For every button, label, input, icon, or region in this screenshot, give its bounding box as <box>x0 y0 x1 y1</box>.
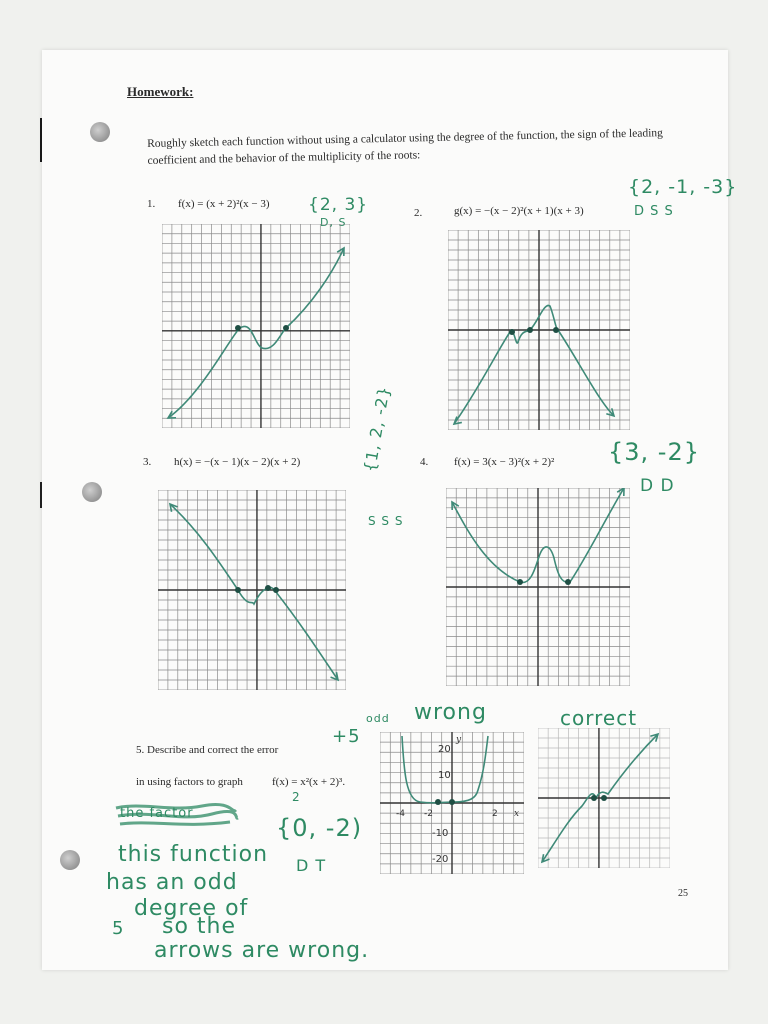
scribble-mark <box>112 798 242 834</box>
problem-5-text-line2: in using factors to graph <box>136 776 243 788</box>
problem-1-number: 1. <box>147 198 156 210</box>
instructions-text: Roughly sketch each function without using a calculator using the degree of the function, the sign of the leading coefficient and the behavior of the multiplicity of the roots: <box>147 127 663 167</box>
curve-1 <box>168 248 344 418</box>
y-axis-label: y <box>456 735 462 745</box>
crossed-out-text: the factor <box>120 806 194 821</box>
problem-2-equation: g(x) = −(x − 2)²(x + 1)(x + 3) <box>454 205 584 217</box>
problem-2-number: 2. <box>414 207 423 219</box>
answer-line-5: arrows are wrong. <box>154 938 370 963</box>
root-point <box>601 795 607 801</box>
root-point <box>235 587 241 593</box>
wrong-label: wrong <box>414 700 487 725</box>
page-number: 25 <box>678 888 688 899</box>
answer-line-4: so the <box>162 914 237 939</box>
x-label-2: 2 <box>492 809 498 819</box>
problem-3-multiplicity-note: S S S <box>368 514 404 528</box>
y-label-neg20: -20 <box>432 854 449 865</box>
root-point <box>435 799 441 805</box>
problem-2-multiplicity-note: D S S <box>634 204 674 219</box>
problem-3-number: 3. <box>143 456 152 468</box>
root-point <box>565 579 571 585</box>
root-point <box>517 579 523 585</box>
problem-1-graph <box>162 224 350 428</box>
problem-3-graph <box>158 490 346 690</box>
answer-line-3: degree of <box>134 896 249 921</box>
root-point <box>273 587 279 593</box>
root-point <box>235 325 241 331</box>
answer-line-2: has an odd <box>106 870 238 895</box>
plus-five-note: +5 <box>332 726 361 747</box>
punch-hole <box>82 482 102 502</box>
problem-3-equation: h(x) = −(x − 1)(x − 2)(x + 2) <box>174 456 301 468</box>
problem-2-graph <box>448 230 630 430</box>
problem-4-graph <box>446 488 630 686</box>
curve-3 <box>170 504 338 680</box>
answer-line-1: this function <box>118 842 269 867</box>
root-point <box>449 799 455 805</box>
problem-4-multiplicity-note: D D <box>640 476 675 496</box>
roots-note: {0, -2) <box>276 814 363 842</box>
root-point <box>553 327 559 333</box>
problem-1-equation: f(x) = (x + 2)²(x − 3) <box>178 198 270 210</box>
problem-4-equation: f(x) = 3(x − 3)²(x + 2)² <box>454 456 555 468</box>
punch-hole <box>90 122 110 142</box>
wrong-graph <box>380 732 524 874</box>
y-label-10: 10 <box>438 770 451 781</box>
correct-graph <box>538 728 670 868</box>
punch-hole <box>60 850 80 870</box>
y-label-20: 20 <box>438 744 451 755</box>
x-label-neg2: -2 <box>424 809 433 819</box>
problem-1-multiplicity-note: D, S <box>320 216 347 229</box>
problem-5-text-line1: 5. Describe and correct the error <box>136 744 279 756</box>
problem-2-roots-note: {2, -1, -3} <box>628 176 738 198</box>
problem-5-equation: f(x) = x²(x + 2)³. <box>272 776 346 788</box>
problem-3-roots-note: {1, 2, -2} <box>360 384 394 474</box>
problem-4-roots-note: {3, -2} <box>608 438 700 466</box>
root-point <box>509 329 515 335</box>
root-point <box>591 795 597 801</box>
y-label-neg10: -10 <box>432 828 449 839</box>
root-point <box>527 327 533 333</box>
homework-heading: Homework: <box>127 84 194 99</box>
multiplicity-note: D T <box>296 856 327 875</box>
x-axis-label: x <box>514 809 520 819</box>
problem-1-roots-note: {2, 3} <box>308 195 369 215</box>
exponent-mark: 2 <box>292 790 301 804</box>
root-point <box>265 585 271 591</box>
problem-4-number: 4. <box>420 456 429 468</box>
x-label-neg4: -4 <box>396 809 405 819</box>
degree-number: 5 <box>112 918 125 939</box>
root-point <box>283 325 289 331</box>
correct-label: correct <box>560 706 638 730</box>
odd-note: odd <box>366 712 390 725</box>
